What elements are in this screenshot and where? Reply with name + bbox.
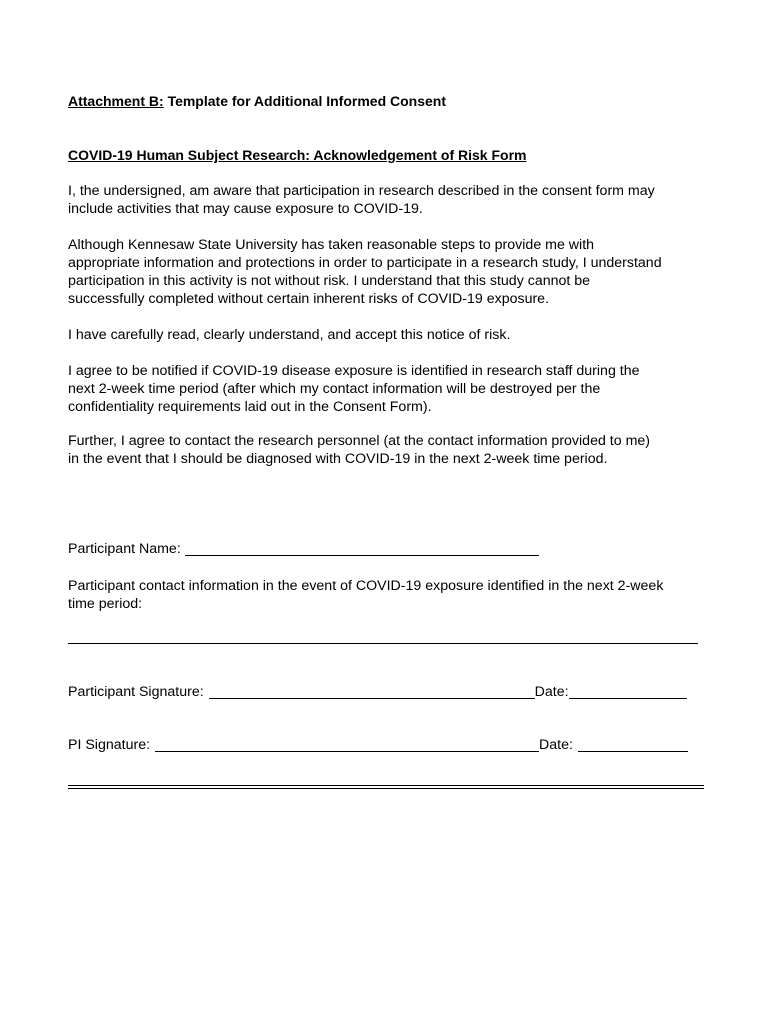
paragraph-line: successfully completed without certain inherent risks of COVID-19 exposure. xyxy=(68,291,550,307)
participant-signature-label: Participant Signature: xyxy=(68,684,204,700)
paragraph-line: Participant contact information in the event of COVID-19 exposure identified in the next 2-week xyxy=(68,578,664,594)
contact-info-field[interactable] xyxy=(68,643,698,644)
paragraph-line: time period: xyxy=(68,596,143,612)
paragraph-line: next 2-week time period (after which my contact information will be destroyed per the xyxy=(68,381,601,397)
paragraph-line: Further, I agree to contact the research personnel (at the contact information provided to me) xyxy=(68,433,650,449)
date-label: Date: xyxy=(539,737,573,753)
contact-info-label xyxy=(68,577,708,613)
participant-signature-row xyxy=(68,683,687,701)
pi-signature-label: PI Signature: xyxy=(68,737,151,753)
paragraph-line: I have carefully read, clearly understand, and accept this notice of risk. xyxy=(68,327,511,343)
paragraph-awareness xyxy=(68,182,708,218)
pi-date-field[interactable] xyxy=(578,737,688,752)
bottom-divider xyxy=(68,785,704,789)
attachment-title: Template for Additional Informed Consent xyxy=(167,93,447,109)
paragraph-line: Although Kennesaw State University has taken reasonable steps to provide me with xyxy=(68,237,595,253)
participant-date-field[interactable] xyxy=(569,684,687,699)
paragraph-risk xyxy=(68,236,708,308)
paragraph-notification xyxy=(68,362,708,416)
pi-signature-field[interactable] xyxy=(155,737,539,752)
paragraph-line: participation in this activity is not without risk. I understand that this study cannot be xyxy=(68,273,591,289)
paragraph-line: confidentiality requirements laid out in the Consent Form). xyxy=(68,399,432,415)
participant-name-row xyxy=(68,540,539,558)
paragraph-line: in the event that I should be diagnosed with COVID-19 in the next 2-week time period. xyxy=(68,451,608,467)
date-label: Date: xyxy=(534,684,569,700)
paragraph-contact-agreement xyxy=(68,432,708,468)
paragraph-accept xyxy=(68,326,708,344)
participant-name-field[interactable] xyxy=(185,541,539,556)
attachment-heading xyxy=(68,93,446,109)
participant-signature-field[interactable] xyxy=(209,684,535,699)
participant-name-label: Participant Name: xyxy=(68,541,181,557)
paragraph-line: I, the undersigned, am aware that participation in research described in the consent form may xyxy=(68,183,655,199)
pi-signature-row xyxy=(68,736,688,754)
attachment-label: Attachment B: xyxy=(68,93,164,109)
paragraph-line: appropriate information and protections in order to participate in a research study, I understand xyxy=(68,255,662,271)
form-title: COVID-19 Human Subject Research: Acknowledgement of Risk Form xyxy=(68,147,527,163)
paragraph-line: include activities that may cause exposure to COVID-19. xyxy=(68,201,423,217)
paragraph-line: I agree to be notified if COVID-19 disease exposure is identified in research staff during the xyxy=(68,363,640,379)
